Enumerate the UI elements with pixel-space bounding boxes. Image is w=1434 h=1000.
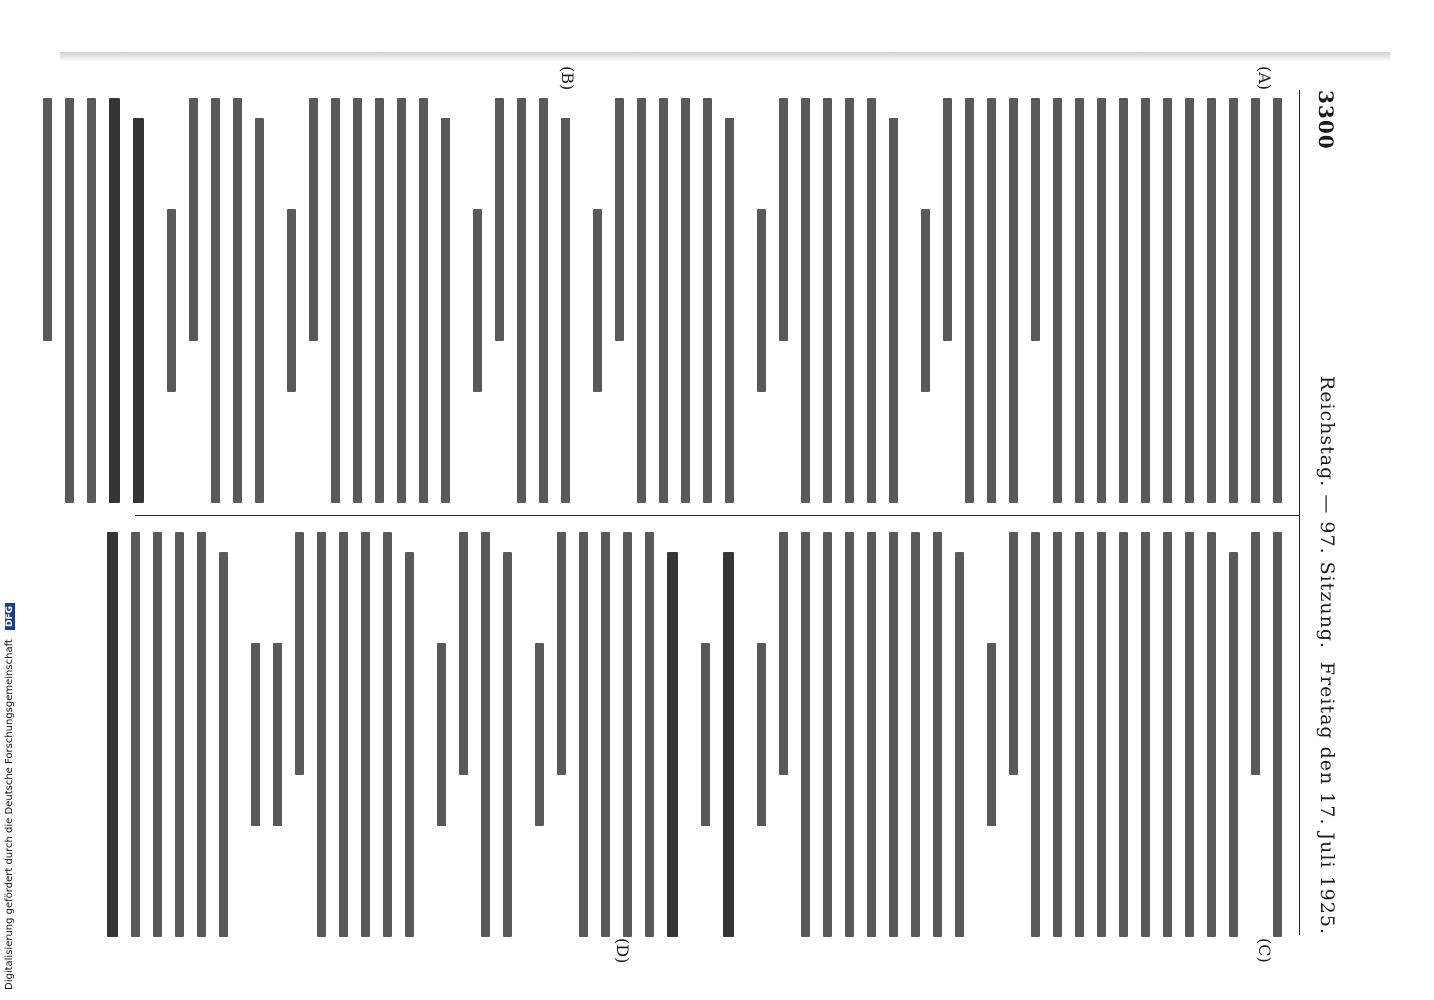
- margin-mark-c: (C): [1255, 938, 1274, 963]
- page-number: 3300: [1314, 90, 1338, 150]
- running-title: Reichstag. — 97. Sitzung.: [1316, 375, 1338, 650]
- margin-mark-d: (D): [613, 938, 632, 964]
- digitization-credit: [4, 600, 16, 990]
- left-column-text: [30, 98, 1282, 503]
- credit-text: Digitalisierung gefördert durch die Deutsche Forschungsgemeinschaft: [4, 639, 15, 990]
- margin-mark-a: (A): [1255, 66, 1274, 91]
- margin-mark-b: (B): [558, 66, 577, 91]
- session-date: Freitag den 17. Juli 1925.: [1316, 661, 1338, 935]
- column-divider: [135, 515, 1300, 516]
- rotated-page: [127, 60, 1352, 965]
- header-rule: [1299, 90, 1300, 935]
- dfg-logo: DFG: [5, 603, 15, 630]
- right-column-text: [94, 532, 1282, 937]
